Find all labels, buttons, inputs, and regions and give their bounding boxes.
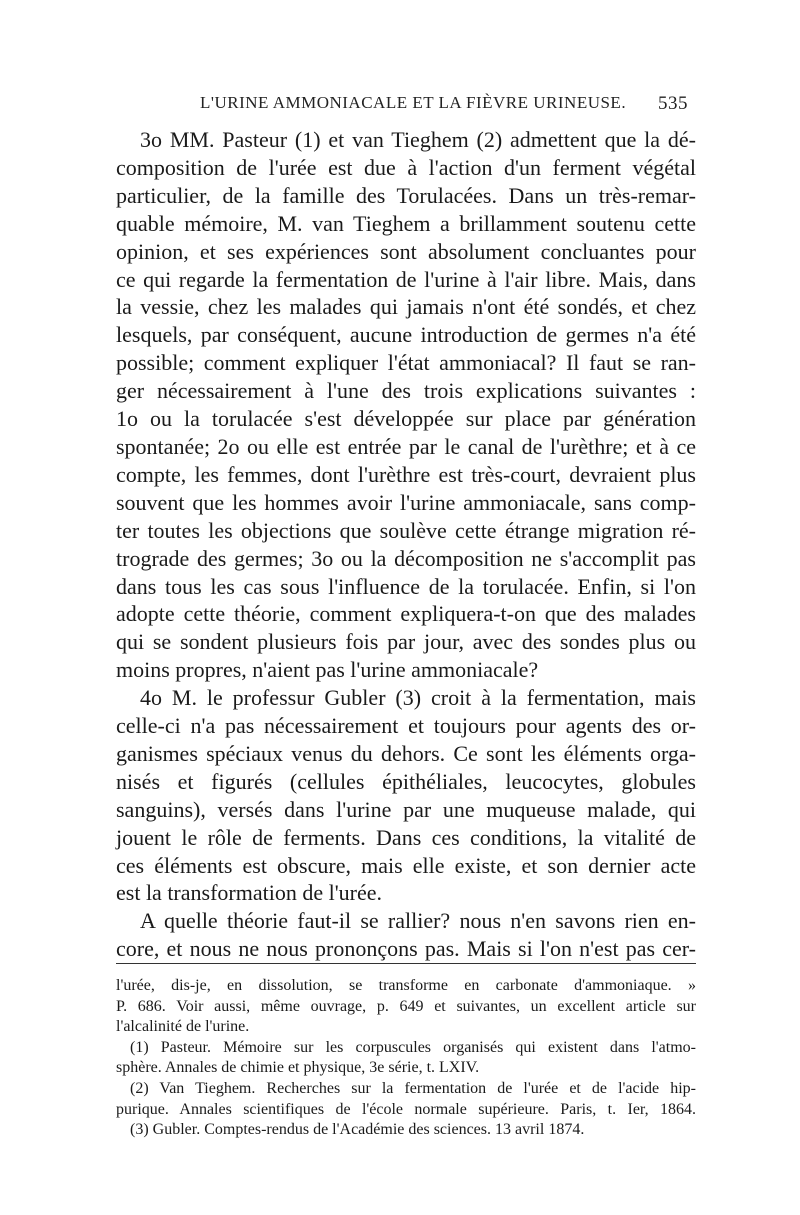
text-line: celle-ci n'a pas nécessairement et toujours pour agents des or- bbox=[116, 713, 696, 739]
footnote-line: P. 686. Voir aussi, même ouvrage, p. 649 et suivantes, un excellent article sur bbox=[116, 997, 696, 1015]
text-line: jouent le rôle de ferments. Dans ces conditions, la vitalité de bbox=[116, 824, 696, 850]
text-line: la vessie, chez les malades qui jamais n'ont été sondés, et chez bbox=[116, 294, 696, 320]
footnote-continuation bbox=[116, 976, 696, 1038]
paragraph-3 bbox=[116, 126, 696, 684]
text-line: est la transformation de l'urée. bbox=[116, 880, 383, 906]
page-number: 535 bbox=[658, 93, 688, 114]
text-line: composition de l'urée est due à l'action d'un ferment végétal bbox=[116, 154, 696, 180]
text-line: moins propres, n'aient pas l'urine ammoniacale? bbox=[116, 657, 539, 683]
text-line: sanguins), versés dans l'urine par une muqueuse malade, qui bbox=[116, 796, 696, 822]
text-line: 4o M. le professur Gubler (3) croit à la fermentation, mais bbox=[140, 685, 696, 711]
running-head-title: L'URINE AMMONIACALE ET LA FIÈVRE URINEUSE. bbox=[200, 93, 627, 112]
footnote-rule bbox=[116, 963, 696, 964]
text-line: ce qui regarde la fermentation de l'urine à l'air libre. Mais, dans bbox=[116, 266, 696, 292]
text-line: core, et nous ne nous prononçons pas. Mais si l'on n'est pas cer- bbox=[116, 936, 696, 962]
footnote-2 bbox=[116, 1079, 696, 1120]
text-line: souvent que les hommes avoir l'urine ammoniacale, sans comp- bbox=[116, 489, 696, 515]
text-line: A quelle théorie faut-il se rallier? nous n'en savons rien en- bbox=[140, 908, 696, 934]
text-line: nisés et figurés (cellules épithéliales, leucocytes, globules bbox=[116, 768, 696, 794]
text-line: ter toutes les objections que soulève cette étrange migration ré- bbox=[116, 517, 696, 543]
text-line: 1o ou la torulacée s'est développée sur place par génération bbox=[116, 406, 696, 432]
text-line: trograde des germes; 3o ou la décomposition ne s'accomplit pas bbox=[116, 545, 696, 571]
footnote-line: (2) Van Tieghem. Recherches sur la fermentation de l'urée et de l'acide hip- bbox=[130, 1079, 696, 1097]
text-line: ger nécessairement à l'une des trois explications suivantes : bbox=[116, 378, 696, 404]
footnotes bbox=[116, 976, 696, 1141]
text-line: lesquels, par conséquent, aucune introduction de germes n'a été bbox=[116, 322, 696, 348]
footnote-line: (3) Gubler. Comptes-rendus de l'Académie des sciences. 13 avril 1874. bbox=[130, 1121, 585, 1139]
text-line: 3o MM. Pasteur (1) et van Tieghem (2) admettent que la dé- bbox=[140, 127, 696, 152]
paragraph-4 bbox=[116, 684, 696, 907]
footnote-line: purique. Annales scientifiques de l'école normale supérieure. Paris, t. Ier, 1864. bbox=[116, 1100, 696, 1118]
text-line: quable mémoire, M. van Tieghem a brillamment soutenu cette bbox=[116, 210, 696, 236]
footnote-line: l'urée, dis-je, en dissolution, se transforme en carbonate d'ammoniaque. » bbox=[116, 977, 696, 994]
text-line: ces éléments est obscure, mais elle existe, et son dernier acte bbox=[116, 852, 696, 878]
text-line: dans tous les cas sous l'influence de la torulacée. Enfin, si l'on bbox=[116, 573, 696, 599]
text-line: opinion, et ses expériences sont absolument concluantes pour bbox=[116, 238, 696, 264]
footnote-1 bbox=[116, 1038, 696, 1079]
text-line: qui se sondent plusieurs fois par jour, avec des sondes plus ou bbox=[116, 629, 696, 655]
text-line: possible; comment expliquer l'état ammoniacal? Il faut se ran- bbox=[116, 350, 696, 376]
footnote-line: sphère. Annales de chimie et physique, 3e série, t. LXIV. bbox=[116, 1059, 480, 1077]
footnote-line: l'alcalinité de l'urine. bbox=[116, 1018, 250, 1036]
main-text bbox=[116, 126, 696, 963]
footnote-line: (1) Pasteur. Mémoire sur les corpuscules organisés qui existent dans l'atmo- bbox=[130, 1038, 696, 1056]
text-line: particulier, de la famille des Torulacées. Dans un très-remar- bbox=[116, 182, 696, 208]
text-line: adopte cette théorie, comment expliquera-t-on que des malades bbox=[116, 601, 696, 627]
footnote-3 bbox=[116, 1120, 696, 1141]
text-line: compte, les femmes, dont l'urèthre est très-court, devraient plus bbox=[116, 461, 696, 487]
text-line: ganismes spéciaux venus du dehors. Ce sont les éléments orga- bbox=[116, 740, 696, 766]
paragraph-conclusion bbox=[116, 907, 696, 963]
text-line: spontanée; 2o ou elle est entrée par le canal de l'urèthre; et à ce bbox=[116, 433, 696, 459]
